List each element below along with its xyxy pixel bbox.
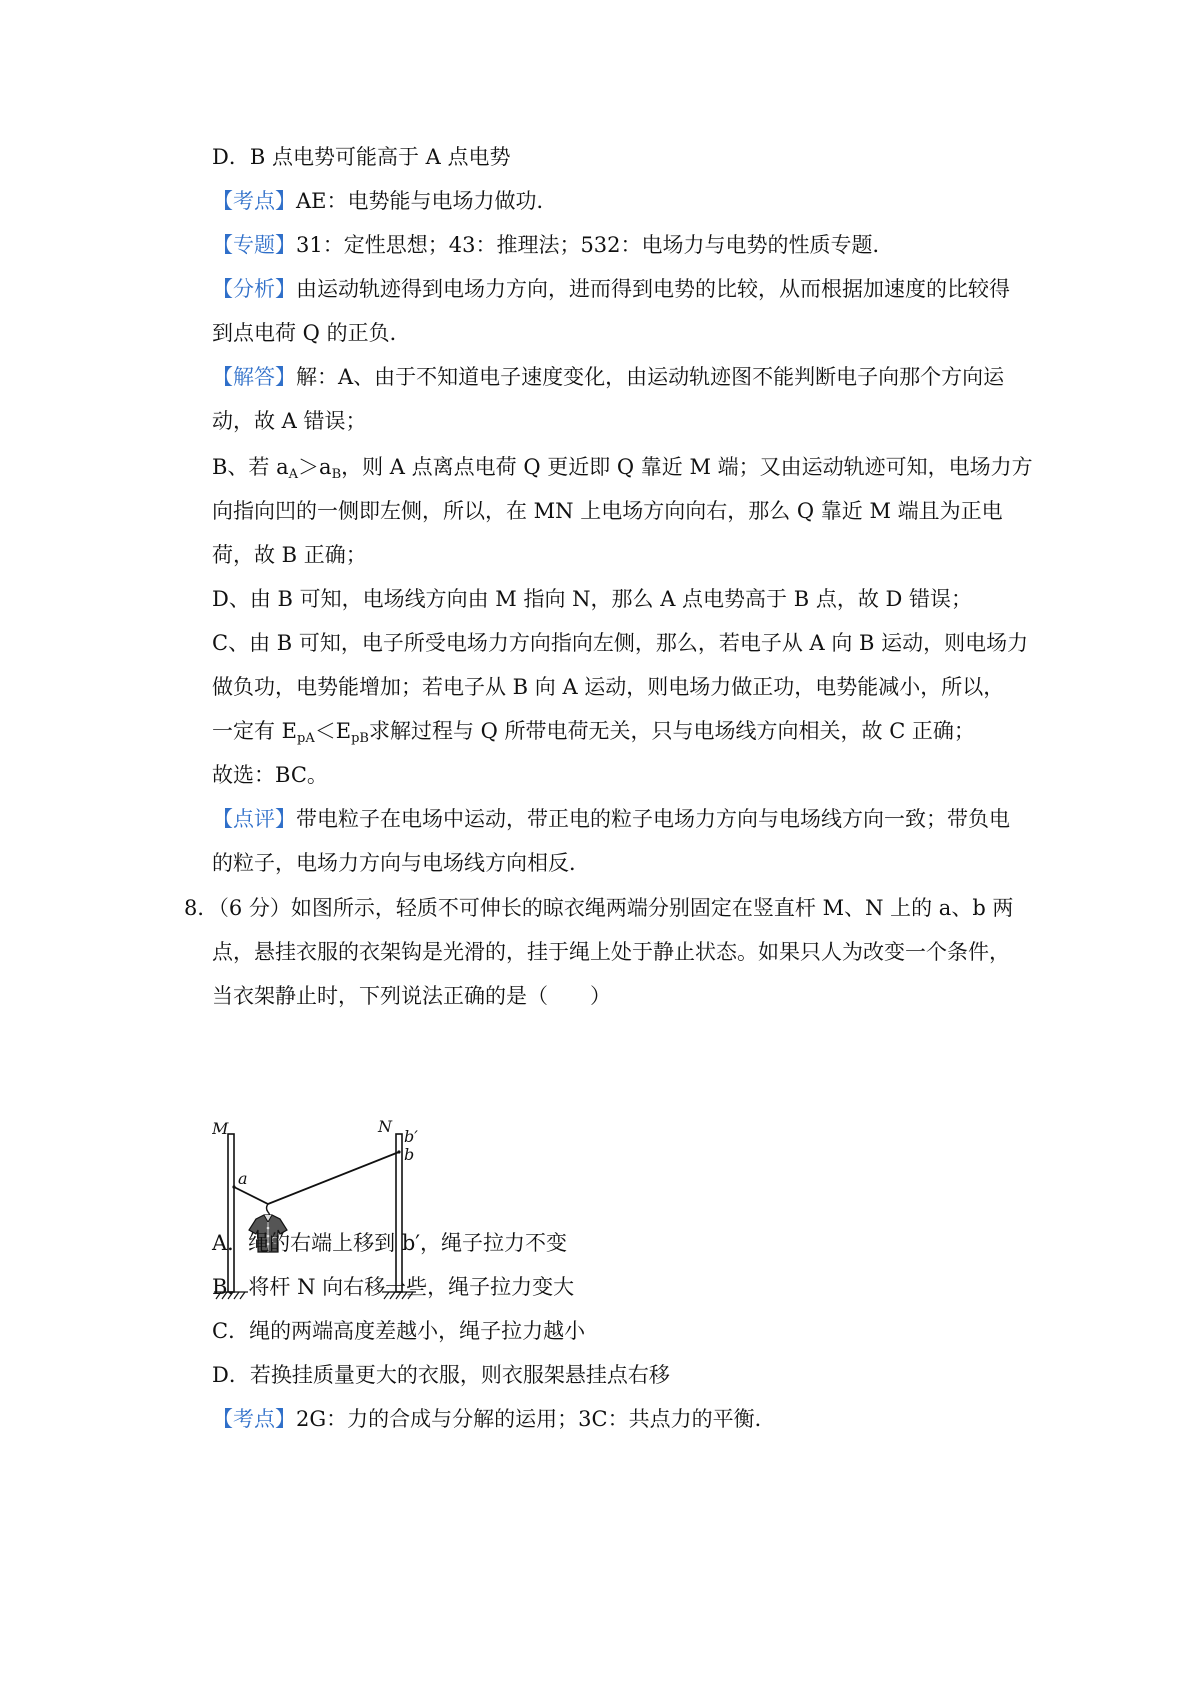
jieda-line-10: 故选：BC。 <box>212 763 328 787</box>
jieda-line-1: 【解答】解：A、由于不知道电子速度变化，由运动轨迹图不能判断电子向那个方向运 <box>212 365 1005 389</box>
jieda-line-4: 向指向凹的一侧即左侧，所以，在 MN 上电场方向向右，那么 Q 靠近 M 端且为正电 <box>212 499 1003 523</box>
label-n: N <box>378 1117 392 1136</box>
label-a: a <box>238 1169 248 1188</box>
kaodian-line-2: 【考点】2G：力的合成与分解的运用；3C：共点力的平衡． <box>212 1407 776 1431</box>
kaodian-line: 【考点】AE：电势能与电场力做功． <box>212 189 558 213</box>
pole-m <box>228 1134 234 1292</box>
jieda-line-2: 动，故 A 错误； <box>212 409 367 433</box>
jieda-line-5: 荷，故 B 正确； <box>212 543 367 567</box>
fenxi-tag: 【分析】 <box>212 277 296 301</box>
option-d: D．若换挂质量更大的衣服，则衣服架悬挂点右移 <box>212 1363 670 1387</box>
dianping-line-1: 【点评】带电粒子在电场中运动，带正电的粒子电场力方向与电场线方向一致；带负电 <box>212 807 1010 831</box>
jieda-line-6: D、由 B 可知，电场线方向由 M 指向 N，那么 A 点电势高于 B 点，故 D 错误； <box>212 587 973 611</box>
jieda-line-7: C、由 B 可知，电子所受电场力方向指向左侧，那么，若电子从 A 向 B 运动，则电场力 <box>212 631 1029 655</box>
question-8-line-2: 点，悬挂衣服的衣架钩是光滑的，挂于绳上处于静止状态。如果只人为改变一个条件， <box>212 940 1010 964</box>
kaodian-tag-2: 【考点】 <box>212 1407 296 1431</box>
jieda-tag: 【解答】 <box>212 365 296 389</box>
question-8-line-1: 8．（6 分）如图所示，轻质不可伸长的晾衣绳两端分别固定在竖直杆 M、N 上的 a、b 两 <box>184 896 1014 920</box>
option-a: A．绳的右端上移到 b′，绳子拉力不变 <box>212 1231 568 1255</box>
zhuanti-line: 【专题】31：定性思想；43：推理法；532：电场力与电势的性质专题． <box>212 233 894 257</box>
option-c: C．绳的两端高度差越小，绳子拉力越小 <box>212 1319 586 1343</box>
label-b: b <box>404 1145 415 1164</box>
dianping-tag: 【点评】 <box>212 807 296 831</box>
jieda-line-9: 一定有 $E_{pA}<E_{pB}$求解过程与 Q 所带电荷无关，只与电场线方向相关，故 C 正确； <box>212 719 975 746</box>
kaodian-tag: 【考点】 <box>212 189 296 213</box>
zhuanti-tag: 【专题】 <box>212 233 296 257</box>
jieda-line-3: B、若 $a_A>a_B$，则 A 点离点电荷 Q 更近即 Q 靠近 M 端；又由运动轨迹可知，电场力方 <box>212 455 1033 482</box>
option-d-line: D．B 点电势可能高于 A 点电势 <box>212 145 511 169</box>
option-b: B．将杆 N 向右移一些，绳子拉力变大 <box>212 1275 575 1299</box>
rope <box>234 1152 399 1204</box>
label-m: M <box>212 1119 229 1138</box>
question-8-line-3: 当衣架静止时，下列说法正确的是（ ） <box>212 984 611 1008</box>
dianping-line-2: 的粒子，电场力方向与电场线方向相反． <box>212 851 590 875</box>
label-b-prime: b′ <box>404 1127 418 1146</box>
jieda-line-8: 做负功，电势能增加；若电子从 B 向 A 运动，则电场力做正功，电势能减小，所以， <box>212 675 1005 699</box>
fenxi-line-1: 【分析】由运动轨迹得到电场力方向，进而得到电势的比较，从而根据加速度的比较得 <box>212 277 1010 301</box>
pole-n <box>396 1134 402 1292</box>
fenxi-line-2: 到点电荷 Q 的正负． <box>212 321 411 345</box>
